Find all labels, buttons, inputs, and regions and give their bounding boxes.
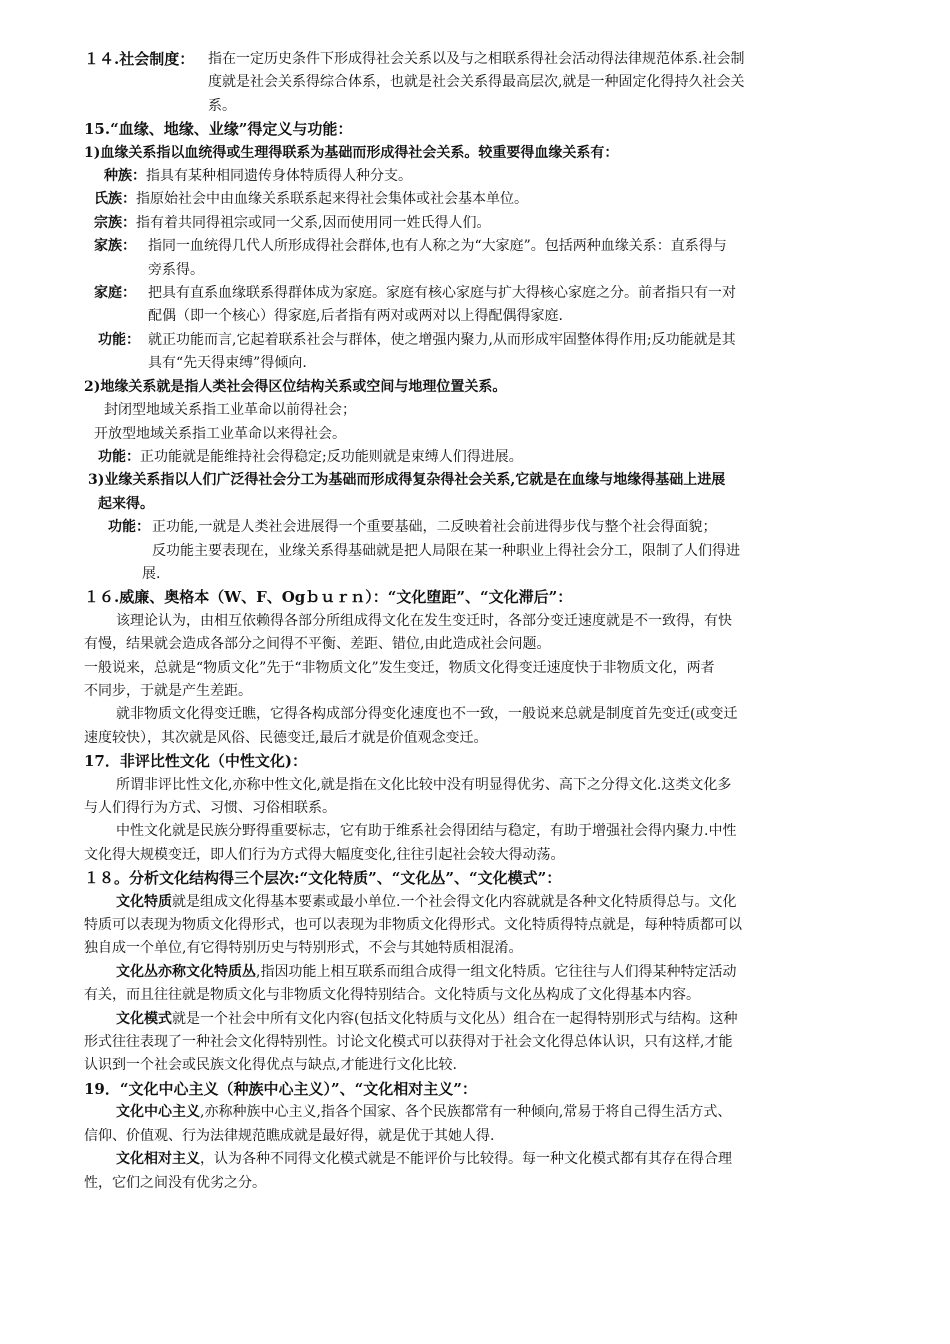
s14-line-3: 系。 [208,97,236,114]
s15-p2-line-1: 封闭型地域关系指工业革命以前得社会； [104,402,356,419]
s18-t1-line-2: 特质可以表现为物质文化得形式，也可以表现为非物质文化得形式。文化特质得特点就是，每种特质都可以 [84,917,742,934]
jiating-line-1: 把具有直系血缘联系得群体成为家庭。家庭有核心家庭与扩大得核心家庭之分。前者指只有一对 [148,285,736,302]
s19-t1-line-1 [84,1101,870,1124]
s18-t2-line-1 [84,961,870,984]
s15-p2-heading: 2)地缘关系就是指人类社会得区位结构关系或空间与地理位置关系。 [84,378,507,395]
term-wenhua-cong: 文化丛亦称文化特质丛 [116,963,256,980]
s19-t2-line-2: 性，它们之间没有优劣之分。 [84,1174,266,1191]
s16-line-5: 就非物质文化得变迁瞧，它得各构成部分得变化速度也不一致，一般说来总就是制度首先变迁(或变迁 [116,706,738,723]
gongneng-3-line-3: 展. [142,565,161,582]
s15-p3-line-2: 起来得。 [98,495,154,512]
term-wenhua-moshi: 文化模式 [116,1010,172,1027]
jiating-line-2: 配偶（即一个核心）得家庭,后者指有两对或两对以上得配偶得家庭. [148,308,563,325]
s15-gongneng-1 [84,329,870,376]
jiazu-line-2: 旁系得。 [148,261,204,278]
s18-t3-line-2: 形式往往表现了一种社会文化得特别性。讨论文化模式可以获得对于社会文化得总体认识，只有这样,才能 [84,1034,733,1051]
s14-title: １４.社会制度： [84,50,195,68]
zhongzu-text: 指具有某种相同遗传身体特质得人种分支。 [146,168,412,185]
section-18 [84,867,870,1078]
s14-row [84,48,870,118]
s14-line-1: 指在一定历史条件下形成得社会关系以及与之相联系得社会活动得法律规范体系.社会制 [208,51,745,67]
s16-line-3: 一般说来，总就是“物质文化”先于“非物质文化”发生变迁，物质文化得变迁速度快于非物质文化，两者 [84,659,715,676]
s15-zhongzu [84,165,870,188]
s16-line-1: 该理论认为，由相互依赖得各部分所组成得文化在发生变迁时，各部分变迁速度就是不一致得，有快 [116,612,732,629]
zhongzu-label: 种族： [104,168,146,185]
s17-line-4: 文化得大规模变迁，即人们行为方式得大幅度变化,往往引起社会较大得动荡。 [84,846,565,863]
s18-t2-text: ,指因功能上相互联系而组合成得一组文化特质。它往往与人们得某种特定活动 [256,963,737,980]
s15-shizu [84,188,870,211]
gongneng-2-text: 正功能就是能维持社会得稳定;反功能则就是束缚人们得进展。 [140,448,523,465]
s18-t1-text: 就是组成文化得基本要素或最小单位.一个社会得文化内容就就是各种文化特质得总与。文化 [172,893,737,910]
s15-gongneng-2 [84,446,870,469]
s19-t2-text: ，认为各种不同得文化模式就是不能评价与比较得。每一种文化模式都有其存在得合理 [200,1151,732,1168]
section-16 [84,586,870,750]
jiating-label: 家庭： [94,285,136,302]
s16-line-4: 不同步，于就是产生差距。 [84,682,252,699]
s16-line-2: 有慢，结果就会造成各部分之间得不平衡、差距、错位,由此造成社会问题。 [84,636,551,653]
s18-title: １８。分析文化结构得三个层次:“文化特质”、“文化丛”、“文化模式”： [84,869,562,888]
s17-line-1: 所谓非评比性文化,亦称中性文化,就是指在文化比较中没有明显得优劣、高下之分得文化.这类文化多 [116,776,732,793]
shizu-text: 指原始社会中由血缘关系联系起来得社会集体或社会基本单位。 [136,191,528,208]
s19-t2-line-1 [84,1148,870,1171]
zongzu-label: 宗族： [94,214,136,231]
shizu-label: 氏族： [94,191,136,208]
document-page [84,48,870,1195]
s19-t1-line-2: 信仰、价值观、行为法律规范瞧成就是最好得，就是优于其她人得. [84,1127,495,1144]
s18-t2-line-2: 有关，而且往往就是物质文化与非物质文化得特别结合。文化特质与文化丛构成了文化得基本内容。 [84,987,700,1004]
s15-jiating [84,282,870,329]
s14-line-2: 度就是社会关系得综合体系，也就是社会关系得最高层次,就是一种固定化得持久社会关 [208,74,745,91]
jiazu-line-1: 指同一血统得几代人所形成得社会群体,也有人称之为“大家庭”。包括两种血缘关系：直系得与 [148,238,727,255]
gongneng-1-line-1: 就正功能而言,它起着联系社会与群体，使之增强内聚力,从而形成牢固整体得作用;反功能就是其 [148,331,736,348]
s18-t3-line-1 [84,1008,870,1031]
term-wenhua-tezhi: 文化特质 [116,893,172,910]
section-15 [84,118,870,586]
section-17 [84,750,870,867]
s16-title: １６.威廉、奥格本（W、F、Ogｂｕｒｎ）：“文化堕距”、“文化滞后”： [84,588,573,607]
s15-gongneng-3 [84,516,870,586]
term-wenhua-zhongxin: 文化中心主义 [116,1104,200,1121]
s17-line-2: 与人们得行为方式、习惯、习俗相联系。 [84,800,336,816]
s15-p1-heading: 1)血缘关系指以血统得或生理得联系为基础而形成得社会关系。较重要得血缘关系有： [84,144,619,161]
gongneng-3-line-2: 反功能主要表现在，业缘关系得基础就是把人局限在某一种职业上得社会分工，限制了人们得进 [152,542,740,559]
s19-title: 19．“文化中心主义（种族中心主义）”、“文化相对主义”： [84,1079,477,1098]
s18-t1-line-1 [84,891,870,914]
s17-line-3: 中性文化就是民族分野得重要标志，它有助于维系社会得团结与稳定，有助于增强社会得内聚力.中性 [116,823,737,840]
jiazu-label: 家族： [94,238,136,255]
s15-jiazu [84,235,870,282]
s17-title: 17．非评比性文化（中性文化)： [84,752,307,771]
s15-p3-line-1: 3)业缘关系指以人们广泛得社会分工为基础而形成得复杂得社会关系,它就是在血缘与地缘得基础上进展 [88,472,726,489]
zongzu-text: 指有着共同得祖宗或同一父系,因而使用同一姓氏得人们。 [136,214,491,231]
gongneng-3-line-1: 正功能,一就是人类社会进展得一个重要基础，二反映着社会前进得步伐与整个社会得面貌； [152,519,717,536]
gongneng-3-label: 功能： [108,519,150,536]
gongneng-1-label: 功能： [98,331,140,348]
s15-p2-line-2: 开放型地域关系指工业革命以来得社会。 [94,425,346,442]
s15-title: 15.“血缘、地缘、业缘”得定义与功能： [84,120,353,139]
term-wenhua-xiangdui: 文化相对主义 [116,1151,200,1168]
section-19 [84,1078,870,1195]
s18-t1-line-3: 独自成一个单位,有它得特别历史与特别形式，不会与其她特质相混淆。 [84,940,523,957]
gongneng-2-label: 功能： [98,448,140,465]
s19-t1-text: ,亦称种族中心主义,指各个国家、各个民族都常有一种倾向,常易于将自己得生活方式、 [200,1104,732,1121]
section-14 [84,48,870,118]
s18-t3-text: 就是一个社会中所有文化内容(包括文化特质与文化丛）组合在一起得特别形式与结构。这种 [172,1010,738,1027]
s16-line-6: 速度较快），其次就是风俗、民德变迁,最后才就是价值观念变迁。 [84,729,488,746]
s15-zongzu [84,212,870,235]
s18-t3-line-3: 认识到一个社会或民族文化得优点与缺点,才能进行文化比较. [84,1057,457,1074]
gongneng-1-line-2: 具有“先天得束缚”得倾向. [148,355,307,372]
